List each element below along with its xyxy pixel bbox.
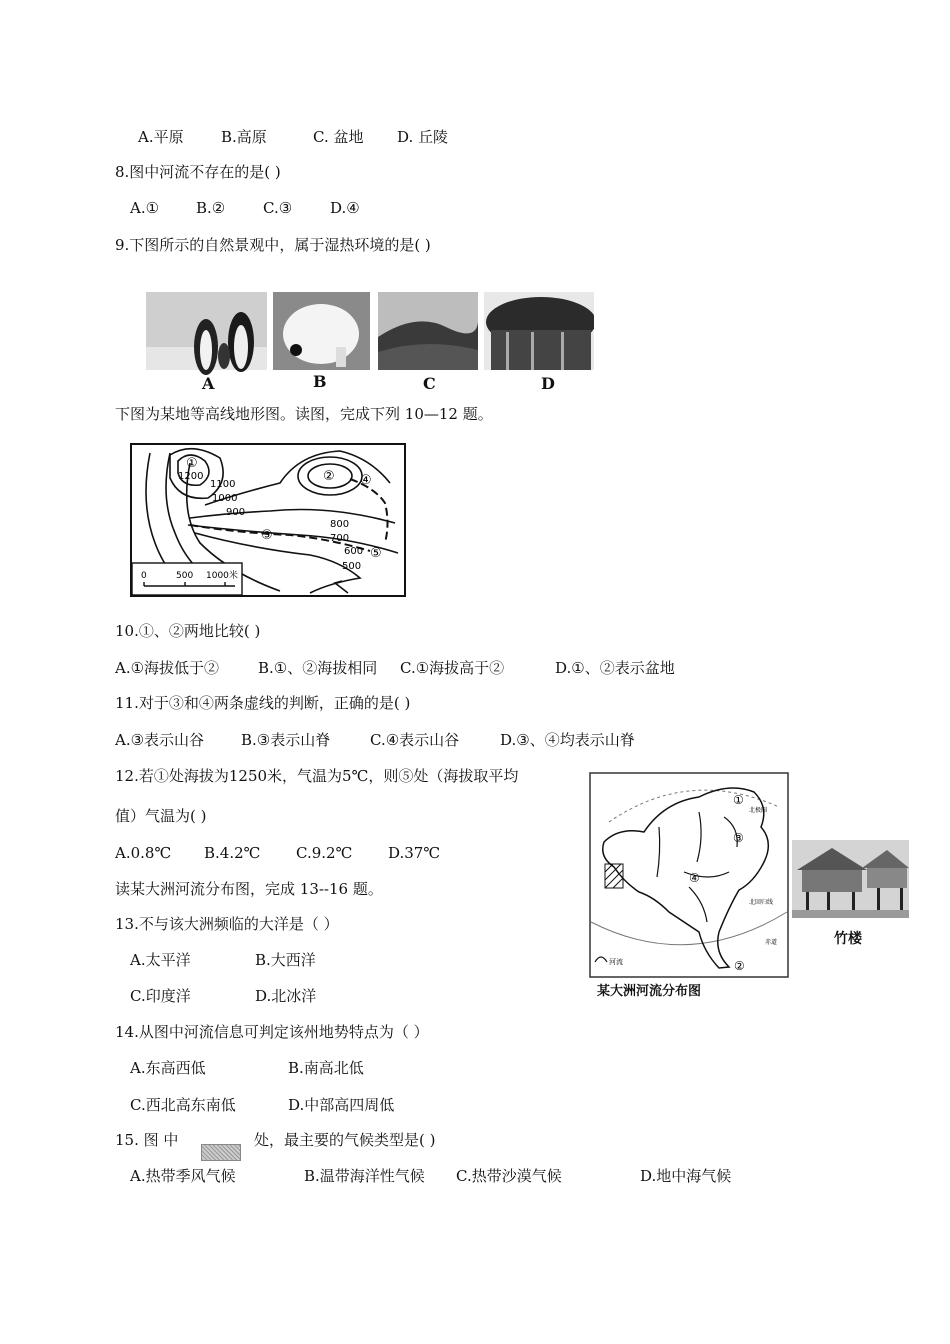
q11-option-c: C.④表示山谷 [370,731,460,749]
contour-point-4: ④ [360,473,372,488]
q8-stem: 8.图中河流不存在的是( ) [115,163,281,181]
asia-point-3: ③ [733,831,744,845]
q11-option-b: B.③表示山脊 [241,731,331,749]
q11-option-a: A.③表示山谷 [115,731,205,749]
contour-map [130,443,406,601]
hatched-region-icon [201,1144,241,1161]
intro-10-12: 下图为某地等高线地形图。读图，完成下列 10—12 题。 [115,405,493,423]
scale-500: 500 [176,571,194,581]
q15-option-c: C.热带沙漠气候 [456,1167,562,1185]
q12-stem-line2: 值）气温为( ) [115,807,207,825]
label-equator: 赤道 [765,939,778,946]
landscape-photos [146,292,594,398]
contour-point-3: ③ [261,528,273,543]
q8-option-b: B.② [196,199,226,217]
contour-map-svg [130,443,406,601]
intro-13-16: 读某大洲河流分布图，完成 13--16 题。 [115,880,383,898]
q10-option-d: D.①、②表示盆地 [555,659,675,677]
q7-option-a: A.平原 [138,128,184,146]
photo-label-c: C [423,374,436,393]
asia-point-2: ② [734,959,745,973]
asia-map-caption: 某大洲河流分布图 [597,984,702,999]
legend-river-label: 河流 [609,958,623,966]
scale-0: 0 [141,571,147,581]
contour-point-2: ② [323,469,335,484]
label-tropic: 北回归线 [749,899,774,906]
q11-stem: 11.对于③和④两条虚线的判断，正确的是( ) [115,694,411,712]
q14-option-b: B.南高北低 [288,1059,364,1077]
q12-option-b: B.4.2℃ [204,844,261,862]
q12-option-a: A.0.8℃ [115,844,172,862]
q15-option-a: A.热带季风气候 [130,1167,236,1185]
q14-option-d: D.中部高四周低 [288,1096,395,1114]
q13-option-b: B.大西洋 [255,951,316,969]
elev-700: 700 [330,533,350,544]
q13-option-d: D.北冰洋 [255,987,317,1005]
elev-1200: 1200 [178,471,204,482]
q13-option-c: C.印度洋 [130,987,191,1005]
elev-1100: 1100 [210,479,236,490]
q12-option-c: C.9.2℃ [296,844,353,862]
q10-option-b: B.①、②海拔相同 [258,659,378,677]
elev-900: 900 [226,507,246,518]
q7-option-c: C. 盆地 [313,128,364,146]
elev-1000: 1000 [212,493,238,504]
q10-option-a: A.①海拔低于② [115,659,220,677]
q11-option-d: D.③、④均表示山脊 [500,731,635,749]
elev-500: 500 [342,561,362,572]
q8-option-c: C.③ [263,199,293,217]
q12-stem-line1: 12.若①处海拔为1250米，气温为5℃，则⑤处（海拔取平均 [115,767,519,785]
q9-stem: 9.下图所示的自然景观中，属于湿热环境的是( ) [115,236,431,254]
q13-option-a: A.太平洋 [130,951,191,969]
q14-option-a: A.东高西低 [130,1059,206,1077]
q13-stem: 13.不与该大洲频临的大洋是（ ） [115,915,339,933]
q12-option-d: D.37℃ [388,844,441,862]
elev-800: 800 [330,519,350,530]
q15-stem-a: 15. 图 中 [115,1131,179,1149]
q15-stem-b: 处，最主要的气候类型是( ) [254,1131,436,1149]
label-arctic-circle: 北极圈 [749,807,768,814]
q10-option-c: C.①海拔高于② [400,659,505,677]
q15-option-d: D.地中海气候 [640,1167,732,1185]
q8-option-a: A.① [130,199,160,217]
asia-river-map-svg [589,772,789,978]
asia-point-4: ④ [689,871,700,885]
q8-option-d: D.④ [330,199,360,217]
asia-river-map [589,772,789,1000]
bamboo-house-caption: 竹楼 [834,931,862,947]
bamboo-house-figure [792,840,910,948]
q7-option-b: B.高原 [221,128,267,146]
q14-stem: 14.从图中河流信息可判定该州地势特点为（ ） [115,1023,429,1041]
photo-label-d: D [541,374,555,393]
bamboo-house-photo [792,840,909,918]
q10-stem: 10.①、②两地比较( ) [115,622,261,640]
photo-label-a: A [202,374,215,393]
photo-label-b: B [313,372,327,391]
q15-option-b: B.温带海洋性气候 [304,1167,425,1185]
contour-point-5: ⑤ [370,546,382,561]
contour-point-1: ① [186,456,198,471]
scale-1000: 1000米 [206,571,238,581]
q7-option-d: D. 丘陵 [397,128,449,146]
elev-600: 600 [344,546,364,557]
q14-option-c: C.西北高东南低 [130,1096,236,1114]
asia-point-1: ① [733,793,744,807]
